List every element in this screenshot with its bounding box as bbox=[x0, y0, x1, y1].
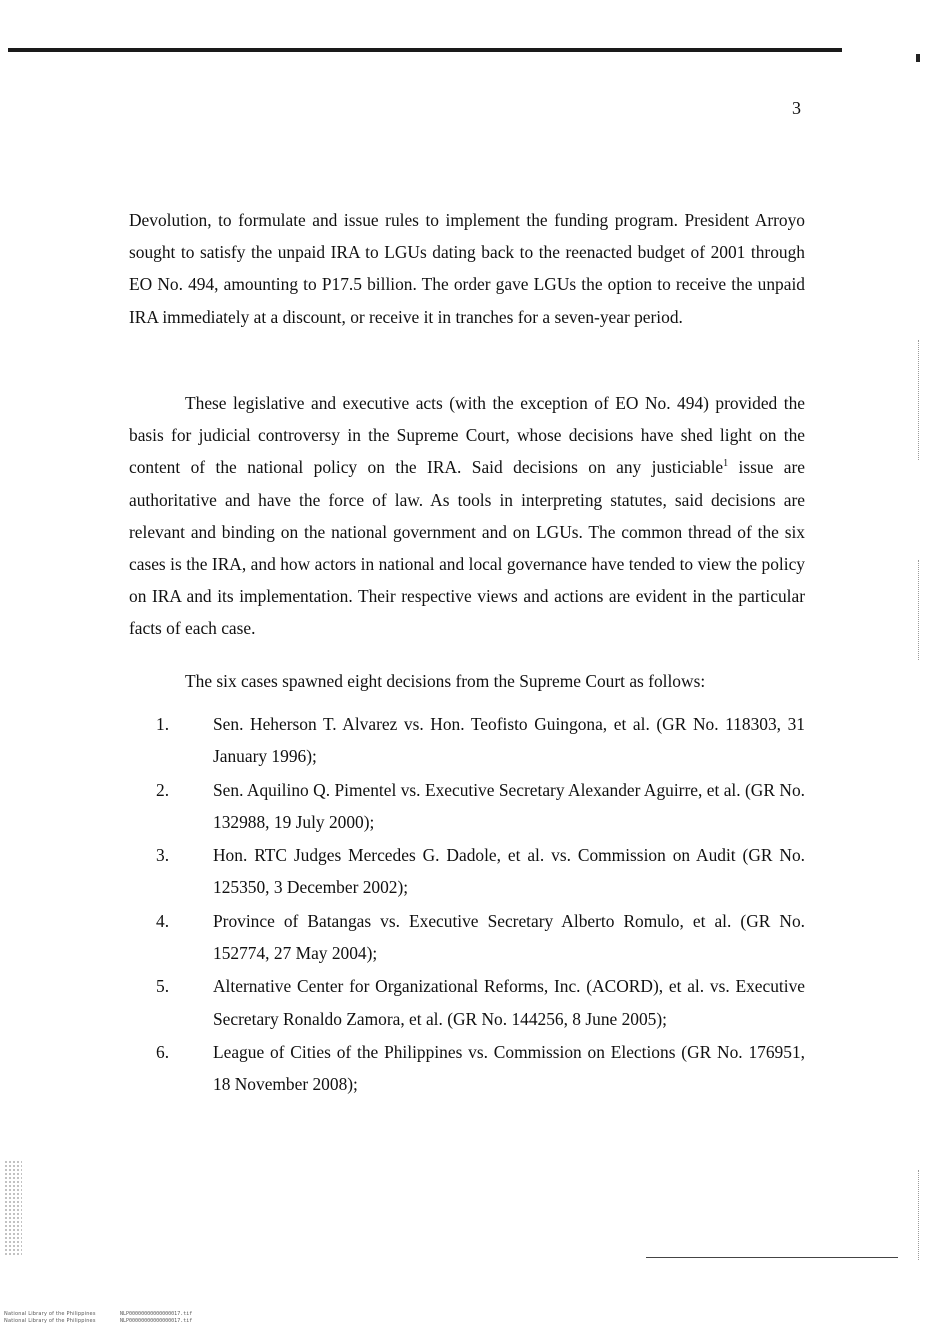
case-item bbox=[129, 708, 805, 773]
scan-edge-dots bbox=[918, 560, 919, 660]
case-item bbox=[129, 1036, 805, 1101]
case-item bbox=[129, 774, 805, 839]
paragraph-legislative-acts bbox=[129, 387, 805, 645]
case-number: 4. bbox=[156, 910, 170, 931]
case-item bbox=[129, 970, 805, 1035]
case-text: Hon. RTC Judges Mercedes G. Dadole, et al. vs. Commission on Audit (GR No. 125350, 3 December 2002); bbox=[213, 845, 805, 898]
footnote-marker: 1 bbox=[723, 458, 729, 470]
library-footer-line: National Library of the Philippines bbox=[4, 1311, 96, 1317]
case-item bbox=[129, 905, 805, 970]
library-footer-line: National Library of the Philippines bbox=[4, 1318, 96, 1324]
scan-corner-stamp bbox=[4, 1160, 22, 1256]
case-number: 6. bbox=[156, 1041, 170, 1062]
case-text: Alternative Center for Organizational Reforms, Inc. (ACORD), et al. vs. Executive Secretary Ronaldo Zamora, et al. (GR No. 144256, 8 June 2005); bbox=[213, 976, 805, 1029]
footnote-separator-rule bbox=[646, 1257, 898, 1258]
paragraph-devolution: Devolution, to formulate and issue rules to implement the funding program. President Arroyo sought to satisfy the unpaid IRA to LGUs dating back to the reenacted budget of 2001 through EO No. 494, amounting to P17.5 billion. The order gave LGUs the option to receive the unpaid IRA immediately at a discount, or receive it in tranches for a seven-year period. bbox=[129, 210, 805, 327]
scan-edge-dots bbox=[918, 340, 919, 460]
case-number: 2. bbox=[156, 779, 170, 800]
scan-edge-mark bbox=[916, 54, 920, 62]
paragraph-text-part: These legislative and executive acts (with the exception of EO No. 494) provided the basis for judicial controversy in the Supreme Court, whose decisions have shed light on the content of the national policy on the IRA. Said decisions on any justiciable bbox=[129, 393, 805, 478]
case-number: 5. bbox=[156, 976, 170, 997]
case-number: 3. bbox=[156, 845, 170, 866]
case-text: Sen. Heherson T. Alvarez vs. Hon. Teofisto Guingona, et al. (GR No. 118303, 31 January 1996); bbox=[213, 714, 805, 767]
scan-file-code: NLP00000000000000017.tif bbox=[120, 1311, 193, 1317]
case-text: Province of Batangas vs. Executive Secretary Alberto Romulo, et al. (GR No. 152774, 27 May 2004); bbox=[213, 910, 805, 963]
case-item bbox=[129, 839, 805, 904]
case-list bbox=[129, 708, 805, 1102]
paragraph-text-part: issue are authoritative and have the force of law. As tools in interpreting statutes, said decisions are relevant and binding on the national government and on LGUs. The common thread of the six cases is the IRA, and how actors in national and local governance have tended to view the policy on IRA and its implementation. Their respective views and actions are evident in the particular facts of each case. bbox=[129, 457, 805, 639]
scan-file-code: NLP00000000000000017.tif bbox=[120, 1318, 193, 1324]
scan-edge-dots bbox=[918, 1170, 919, 1260]
top-scan-rule bbox=[8, 48, 842, 52]
paragraph-cases-intro: The six cases spawned eight decisions from the Supreme Court as follows: bbox=[185, 671, 706, 691]
case-number: 1. bbox=[156, 714, 170, 734]
page-number: 3 bbox=[792, 98, 801, 118]
case-text: Sen. Aquilino Q. Pimentel vs. Executive Secretary Alexander Aguirre, et al. (GR No. 132988, 19 July 2000); bbox=[213, 779, 805, 832]
case-text: League of Cities of the Philippines vs. Commission on Elections (GR No. 176951, 18 November 2008); bbox=[213, 1041, 805, 1095]
